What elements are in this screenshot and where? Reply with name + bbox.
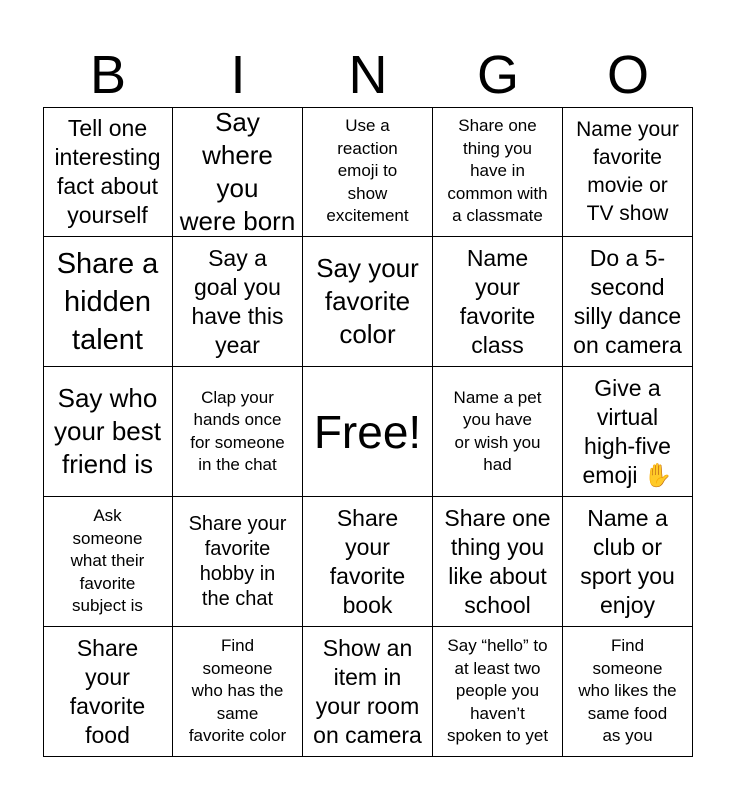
bingo-cell-r1c4[interactable] — [433, 107, 563, 237]
cell-text: Name a club or sport you enjoy — [580, 504, 675, 618]
cell-text: Find someone who has the same favorite color — [188, 636, 287, 746]
cell-text: Name your favorite movie or TV show — [576, 117, 679, 225]
cell-text: Say a goal you have this year — [191, 244, 284, 358]
bingo-cell-r4c4[interactable] — [433, 497, 563, 627]
bingo-cell-r5c1[interactable] — [43, 627, 173, 757]
cell-text: Use a reaction emoji to show excitement — [326, 116, 409, 226]
bingo-cell-r3c5[interactable] — [563, 367, 693, 497]
bingo-cell-r4c3[interactable] — [303, 497, 433, 627]
bingo-cell-r4c5[interactable] — [563, 497, 693, 627]
free-space-text: Free! — [313, 405, 422, 458]
header-letter-n: N — [348, 45, 388, 105]
cell-text: Say your favorite color — [316, 253, 419, 349]
cell-text: Do a 5- second silly dance on camera — [573, 244, 682, 358]
cell-text: Tell one interesting fact about yourself — [54, 114, 161, 228]
bingo-cell-free[interactable] — [303, 367, 433, 497]
bingo-cell-r3c1[interactable] — [43, 367, 173, 497]
cell-text: Share your favorite hobby in the chat — [188, 512, 287, 610]
bingo-cell-r1c1[interactable] — [43, 107, 173, 237]
cell-text: Show an item in your room on camera — [313, 634, 422, 748]
bingo-cell-r5c3[interactable] — [303, 627, 433, 757]
cell-text: Give a virtual high-five emoji ✋ — [582, 374, 673, 488]
bingo-cell-r5c2[interactable] — [173, 627, 303, 757]
bingo-cell-r1c3[interactable] — [303, 107, 433, 237]
cell-text: Say where you were born — [179, 107, 296, 236]
bingo-cell-r2c5[interactable] — [563, 237, 693, 367]
bingo-cell-r2c1[interactable] — [43, 237, 173, 367]
cell-text: Share a hidden talent — [56, 247, 159, 356]
bingo-card-grid — [43, 107, 693, 757]
bingo-cell-r3c4[interactable] — [433, 367, 563, 497]
header-letter-b: B — [89, 45, 127, 105]
cell-text: Share your favorite book — [329, 504, 406, 618]
bingo-cell-r5c5[interactable] — [563, 627, 693, 757]
bingo-cell-r5c4[interactable] — [433, 627, 563, 757]
bingo-header — [43, 44, 693, 106]
cell-text: Name your favorite class — [459, 244, 536, 358]
bingo-cell-r1c2[interactable] — [173, 107, 303, 237]
bingo-cell-r3c2[interactable] — [173, 367, 303, 497]
cell-text: Share one thing you have in common with a classmate — [447, 116, 548, 226]
bingo-cell-r2c2[interactable] — [173, 237, 303, 367]
cell-text: Name a pet you have or wish you had — [453, 387, 542, 474]
cell-text: Say “hello” to at least two people you haven’t spoken to yet — [446, 636, 549, 746]
bingo-cell-r4c1[interactable] — [43, 497, 173, 627]
cell-text: Ask someone what their favorite subject is — [70, 506, 145, 616]
cell-text: Share your favorite food — [69, 634, 146, 748]
bingo-cell-r2c4[interactable] — [433, 237, 563, 367]
header-letter-i: I — [230, 45, 246, 105]
bingo-cell-r1c5[interactable] — [563, 107, 693, 237]
cell-text: Say who your best friend is — [54, 383, 161, 479]
cell-text: Share one thing you like about school — [444, 504, 551, 618]
cell-text: Clap your hands once for someone in the chat — [190, 387, 285, 474]
header-letter-o: O — [606, 45, 649, 105]
cell-text: Find someone who likes the same food as you — [578, 636, 677, 746]
bingo-cell-r2c3[interactable] — [303, 237, 433, 367]
bingo-cell-r4c2[interactable] — [173, 497, 303, 627]
header-letter-g: G — [476, 45, 519, 105]
